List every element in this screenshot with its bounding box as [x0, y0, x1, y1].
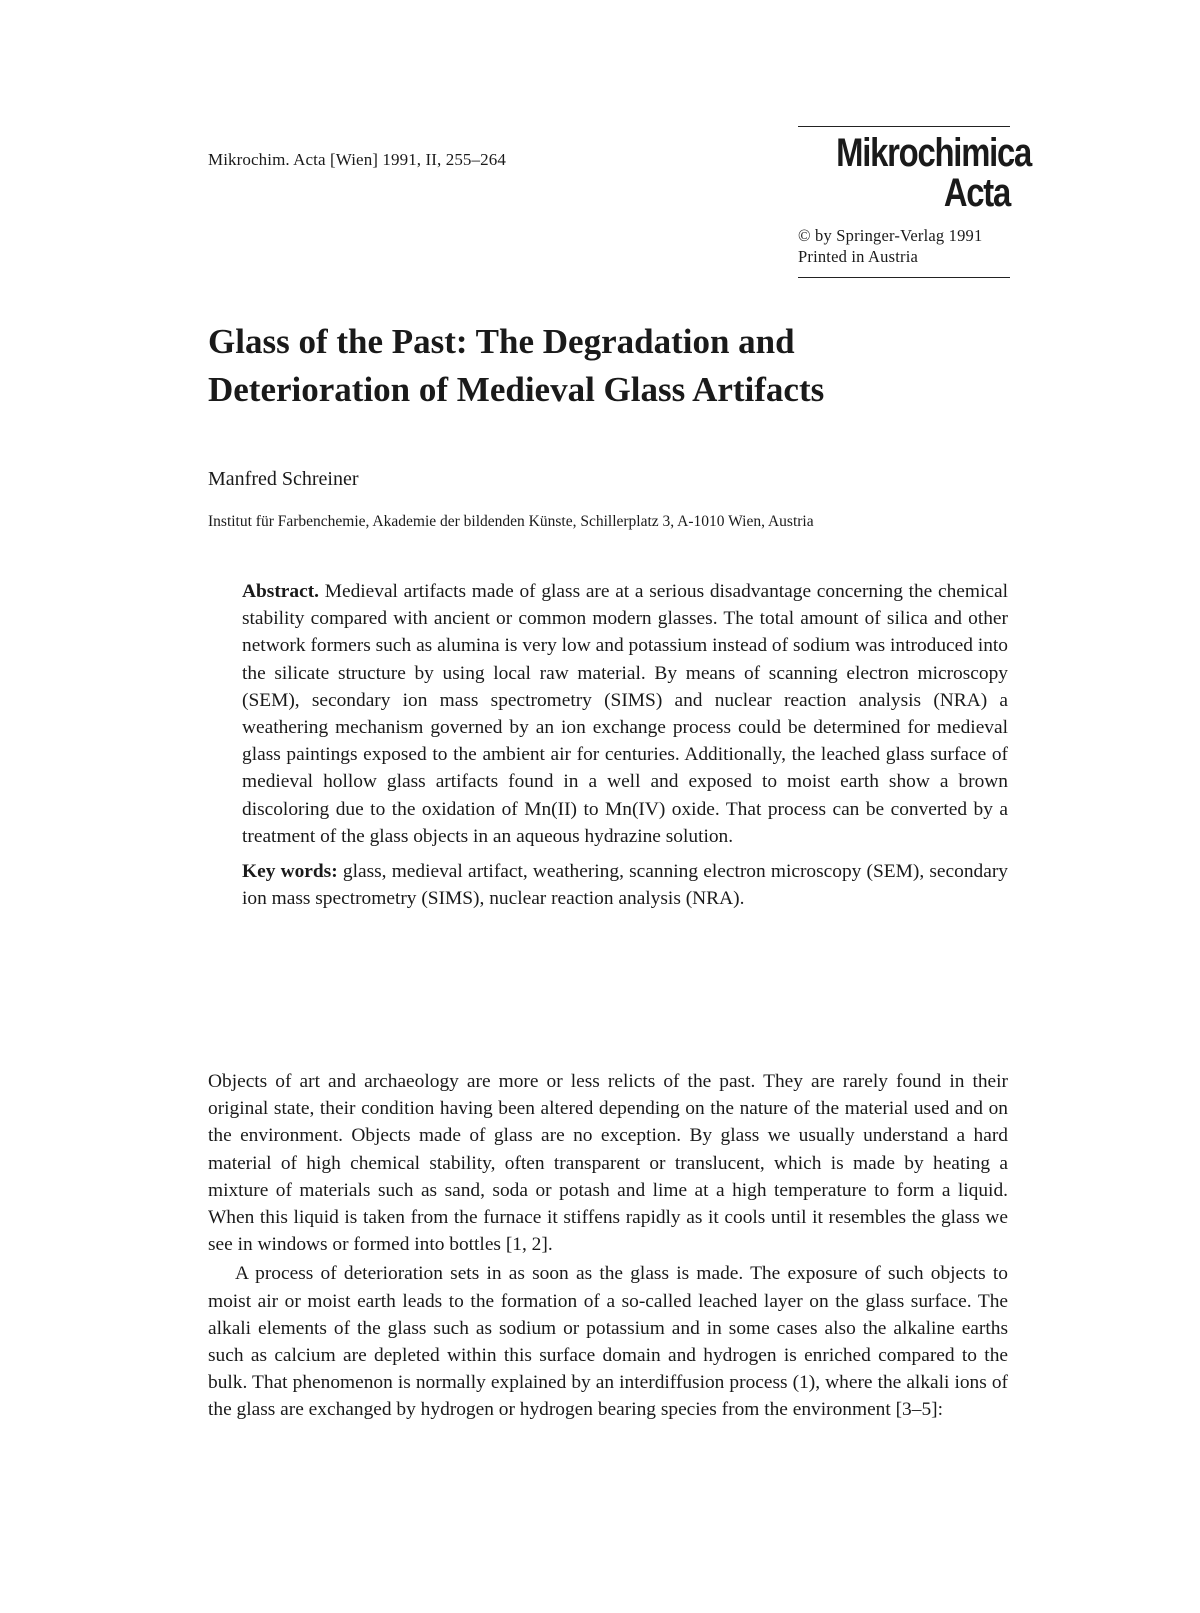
body-paragraph-1: Objects of art and archaeology are more or less relicts of the past. They are rarely found in their original state, their condition having been altered depending on the nature of the material used and on the environment. Objects made of glass are no exception. By glass we usually understand a hard material of high chemical stability, often transparent or translucent, which is made by heating a mixture of materials such as sand, soda or potash and lime at a high temperature to form a liquid. When this liquid is taken from the furnace it stiffens rapidly as it cools until it resembles the glass we see in windows or formed into bottles [1, 2].	[208, 1071, 1008, 1256]
keywords-label: Key words:	[242, 861, 338, 883]
article-title-line2: Deterioration of Medieval Glass Artifacts	[208, 370, 825, 409]
journal-citation: Mikrochim. Acta [Wien] 1991, II, 255–264	[208, 150, 506, 169]
article-title-line1: Glass of the Past: The Degradation and	[208, 322, 795, 361]
author-affiliation: Institut für Farbenchemie, Akademie der bildenden Künste, Schillerplatz 3, A-1010 Wien, Austria	[208, 513, 814, 530]
copyright-notice: © by Springer-Verlag 1991	[798, 226, 983, 245]
keywords-paragraph	[242, 858, 1008, 912]
keywords-text: glass, medieval artifact, weathering, scanning electron microscopy (SEM), secondary ion mass spectrometry (SIMS), nuclear reaction analysis (NRA).	[242, 861, 1008, 910]
body-section	[208, 1068, 1008, 1424]
abstract-label: Abstract.	[242, 581, 320, 602]
article-title	[208, 318, 1008, 414]
abstract-text: Medieval artifacts made of glass are at a serious disadvantage concerning the chemical stability compared with ancient or common modern glasses. The total amount of silica and other network formers such as alumina is very low and potassium instead of sodium was introduced into the silicate structure by using local raw material. By means of scanning electron microscopy (SEM), secondary ion mass spectrometry (SIMS) and nuclear reaction analysis (NRA) a weathering mechanism governed by an ion exchange process could be determined for medieval glass paintings exposed to the ambient air for centuries. Additionally, the leached glass surface of medieval hollow glass artifacts found in a well and exposed to moist earth show a brown discoloring due to the oxidation of Mn(II) to Mn(IV) oxide. That process can be converted by a treatment of the glass objects in an aqueous hydrazine solution.	[242, 581, 1008, 847]
journal-masthead	[798, 126, 1032, 278]
printed-notice: Printed in Austria	[798, 247, 919, 266]
abstract-section	[242, 578, 1008, 912]
journal-name-line1: Mikrochimica	[836, 131, 1032, 175]
author-name: Manfred Schreiner	[208, 468, 359, 490]
journal-name-line2: Acta	[943, 171, 1010, 215]
body-paragraph-2: A process of deterioration sets in as soon as the glass is made. The exposure of such objects to moist air or moist earth leads to the formation of a so-called leached layer on the glass surface. The alkali elements of the glass such as sodium or potassium and in some cases also the alkaline earths such as calcium are depleted within this surface domain and hydrogen is enriched compared to the bulk. That phenomenon is normally explained by an interdiffusion process (1), where the alkali ions of the glass are exchanged by hydrogen or hydrogen bearing species from the environment [3–5]:	[208, 1263, 1008, 1421]
abstract-paragraph	[242, 578, 1008, 850]
